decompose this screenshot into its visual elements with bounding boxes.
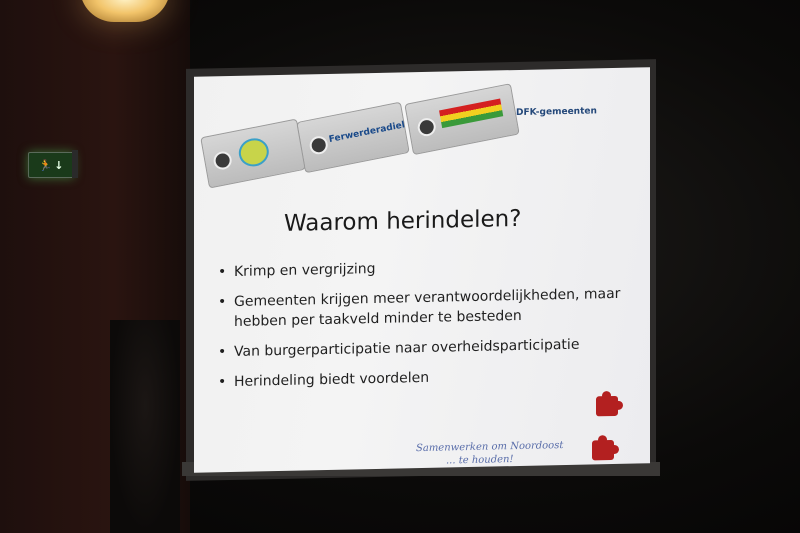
projection-screen <box>194 67 650 473</box>
tag-hole-icon <box>416 117 437 138</box>
logo-tag-3 <box>404 83 519 155</box>
bullet-icon: • <box>218 294 227 311</box>
footer-line-1: Samenwerken om Noordoost <box>416 440 564 455</box>
tag-hole-icon <box>308 135 329 156</box>
bullet-icon: • <box>218 344 227 361</box>
slide-footer <box>416 439 563 468</box>
logo-tag-label: Ferwerderadiel <box>328 120 406 146</box>
arrow-down-icon: ↓ <box>54 158 64 172</box>
exit-sign <box>28 152 74 178</box>
logo-tag-2 <box>296 102 409 174</box>
bullet-text: Herindeling biedt voordelen <box>234 369 430 390</box>
exit-sign-mount <box>72 150 78 178</box>
bullet-icon: • <box>218 264 227 281</box>
bullet-text: Van burgerparticipatie naar overheidsparticipatie <box>234 336 580 360</box>
running-man-icon: 🏃 <box>38 158 53 172</box>
logo-tag-1 <box>200 119 306 189</box>
list-item <box>216 364 636 393</box>
slide-title: Waarom herindelen? <box>284 205 522 237</box>
bullet-icon: • <box>218 374 227 391</box>
list-item <box>216 334 636 363</box>
bullet-list <box>216 254 636 403</box>
footer-line-2: ... te houden! <box>446 454 514 467</box>
audience-silhouette <box>110 320 180 533</box>
puzzle-piece-icon <box>592 440 614 460</box>
puzzle-piece-icon <box>596 396 618 416</box>
brand-label: DFK-gemeenten <box>516 106 597 119</box>
tag-hole-icon <box>212 150 233 171</box>
list-item <box>216 284 636 333</box>
flag-logo-icon <box>439 98 503 128</box>
municipality-logo-icon <box>237 136 271 169</box>
list-item <box>216 254 636 283</box>
bullet-text: Krimp en vergrijzing <box>234 260 376 280</box>
bullet-text: Gemeenten krijgen meer verantwoordelijkheden, maar hebben per taakveld minder te besteden <box>234 285 621 330</box>
